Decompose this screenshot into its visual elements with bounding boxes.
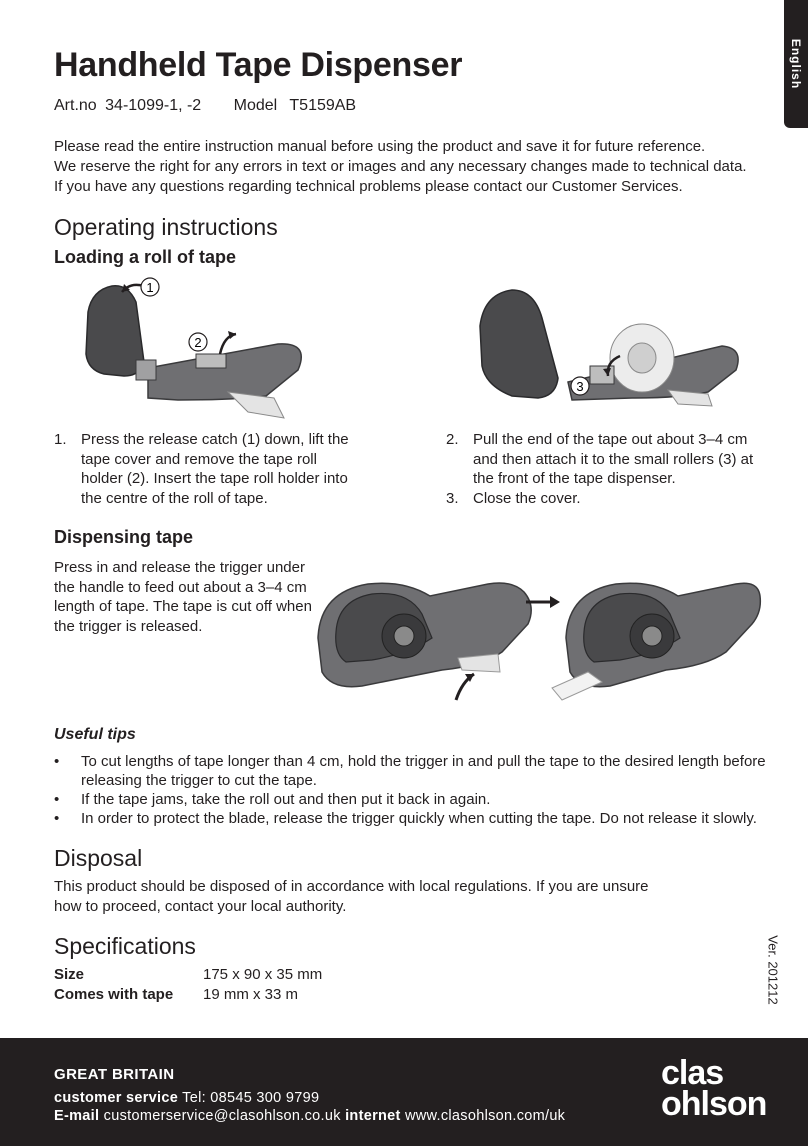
step-item <box>446 489 762 509</box>
logo-line: clas <box>661 1054 724 1092</box>
specifications-table <box>54 965 322 1005</box>
spec-row <box>54 965 322 985</box>
tip-item <box>54 809 774 828</box>
spec-value: 19 mm x 33 m <box>203 986 299 1003</box>
language-tab-label: English <box>789 38 803 90</box>
dispensing-heading: Dispensing tape <box>54 527 194 547</box>
website-link[interactable]: www.clasohlson.com/uk <box>405 1108 566 1124</box>
steps-left <box>54 430 354 508</box>
tip-text: In order to protect the blade, release the trigger quickly when cutting the tape. Do not release it slowly. <box>81 810 757 827</box>
spec-label: Comes with tape <box>54 986 174 1003</box>
callout-2: 2 <box>194 335 202 350</box>
illustration-load-roll <box>472 286 744 414</box>
internet-label: internet <box>345 1108 401 1124</box>
intro-line: Please read the entire instruction manual before using the product and save it for future reference. <box>54 138 706 155</box>
spec-label: Size <box>54 966 85 983</box>
email-link[interactable]: customerservice@clasohlson.co.uk <box>103 1108 341 1124</box>
loading-heading: Loading a roll of tape <box>54 247 237 267</box>
model-number: T5159AB <box>289 97 357 114</box>
tip-bullet: • <box>54 810 60 827</box>
tips-list <box>54 752 774 828</box>
step-text: Close the cover. <box>473 489 581 507</box>
customer-service-label: customer service <box>54 1090 179 1106</box>
intro-line: If you have any questions regarding technical problems please contact our Customer Services. <box>54 178 683 195</box>
tip-text: If the tape jams, take the roll out and then put it back in again. <box>81 791 491 808</box>
email-label: E-mail <box>54 1108 100 1124</box>
art-no: 34-1099-1, -2 <box>105 97 202 114</box>
tel-label: Tel: <box>182 1090 206 1106</box>
disposal-heading: Disposal <box>54 845 143 871</box>
step-text: Pull the end of the tape out about 3–4 cm and then attach it to the small rollers (3) at the front of the tape dispenser. <box>473 431 754 487</box>
logo-line: ohlson <box>661 1085 767 1123</box>
footer-contact-line <box>54 1108 565 1124</box>
steps-right <box>446 430 762 508</box>
spec-value: 175 x 90 x 35 mm <box>203 966 323 983</box>
tel-number: 08545 300 9799 <box>210 1090 320 1106</box>
model-label: Model <box>233 97 278 114</box>
tip-text: To cut lengths of tape longer than 4 cm, hold the trigger in and pull the tape to the desired length before releasing the trigger to cut the tape. <box>81 753 766 789</box>
art-no-label: Art.no <box>54 97 97 114</box>
tip-bullet: • <box>54 753 60 770</box>
tips-heading: Useful tips <box>54 726 136 743</box>
intro-text <box>54 137 747 197</box>
disposal-text: This product should be disposed of in accordance with local regulations. If you are unsure how to proceed, contact your local authority. <box>54 878 649 915</box>
spec-row <box>54 985 322 1005</box>
tip-item <box>54 752 774 790</box>
tip-bullet: • <box>54 791 60 808</box>
step-number: 1. <box>54 431 67 448</box>
illustration-open-cover <box>78 272 328 428</box>
footer <box>0 1038 808 1146</box>
step-text: Press the release catch (1) down, lift the tape cover and remove the tape roll holder (2). Insert the tape roll holder into the centre of the roll of tape. <box>81 431 349 507</box>
language-tab <box>784 0 808 128</box>
tip-item <box>54 790 774 809</box>
article-info <box>54 97 360 115</box>
step-item <box>54 430 354 508</box>
operating-heading: Operating instructions <box>54 214 278 240</box>
intro-line: We reserve the right for any errors in text or images and any necessary changes made to technical data. <box>54 158 747 175</box>
illustration-dispensing <box>312 562 762 708</box>
step-item <box>446 430 762 489</box>
footer-phone-line <box>54 1090 319 1106</box>
step-number: 3. <box>446 489 459 507</box>
callout-3: 3 <box>576 379 584 394</box>
step-number: 2. <box>446 431 459 448</box>
page-title: Handheld Tape Dispenser <box>54 46 463 84</box>
footer-country: GREAT BRITAIN <box>54 1066 175 1083</box>
dispensing-text: Press in and release the trigger under the handle to feed out about a 3–4 cm length of tape. The tape is cut off when the trigger is released. <box>54 559 312 635</box>
callout-1: 1 <box>146 280 154 295</box>
specifications-heading: Specifications <box>54 933 196 959</box>
version-label: Ver. 201212 <box>765 935 781 1005</box>
brand-logo <box>661 1054 767 1123</box>
